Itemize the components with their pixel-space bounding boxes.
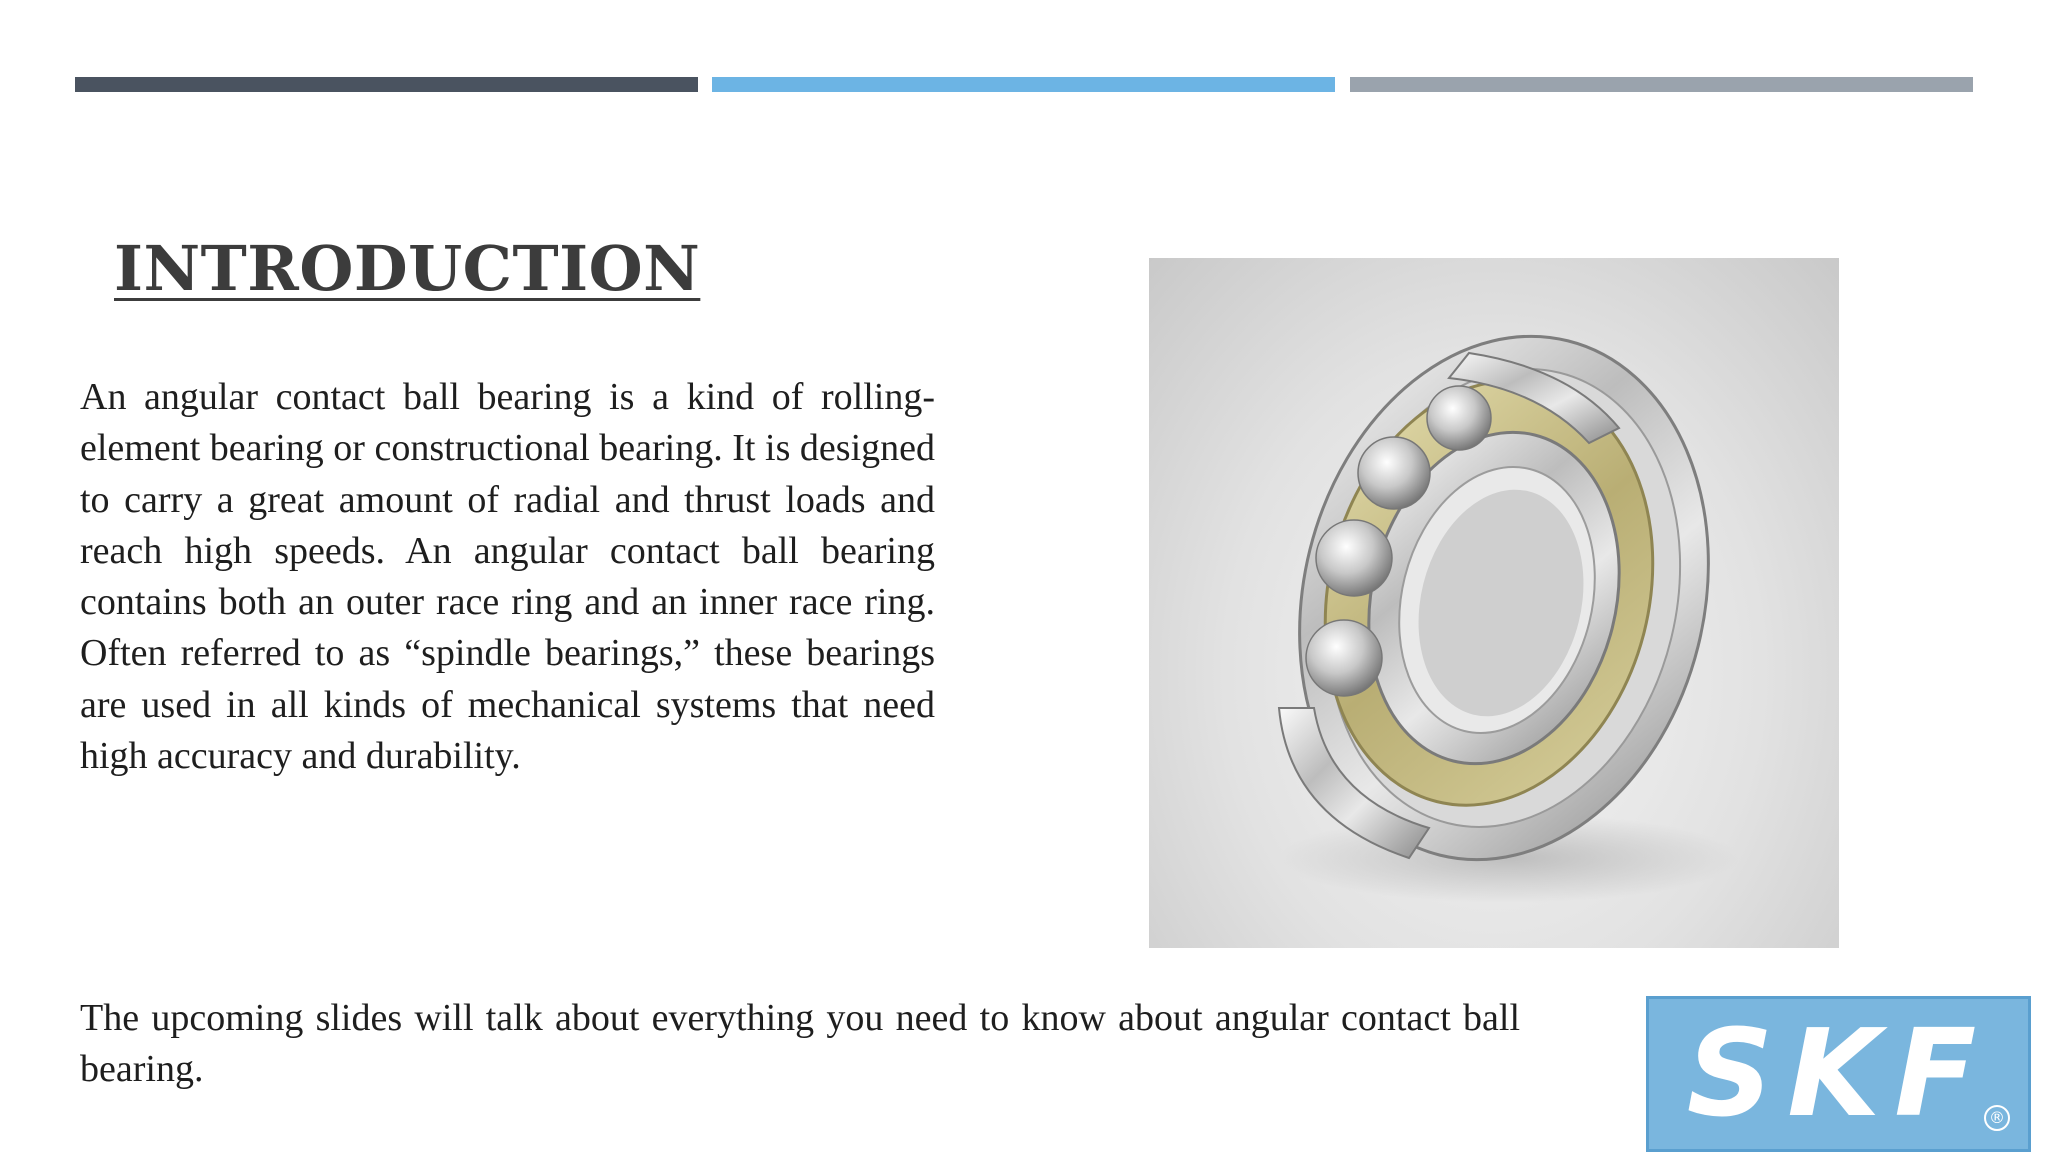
registered-mark: ® bbox=[1984, 1105, 2010, 1131]
slide-title: INTRODUCTION bbox=[114, 232, 701, 305]
skf-logo bbox=[1646, 996, 2031, 1152]
logo-text: SKF bbox=[1686, 1004, 1991, 1144]
header-bar-gray bbox=[1350, 77, 1973, 92]
ball-bearing-icon bbox=[1149, 258, 1839, 948]
header-bar-dark bbox=[75, 77, 698, 92]
bearing-image bbox=[1149, 258, 1839, 948]
footer-paragraph: The upcoming slides will talk about everything you need to know about angular contact ball bearing. bbox=[80, 997, 1520, 1090]
header-bar-blue bbox=[712, 77, 1335, 92]
intro-paragraph: An angular contact ball bearing is a kind of rolling-element bearing or constructional bearing. It is designed to carry a great amount of radial and thrust loads and reach high speeds. An angular contact ball bearing contains both an outer race ring and an inner race ring. Often referred to as “spindle bearings,” these bearings are used in all kinds of mechanical systems that need high accuracy and durability. bbox=[80, 376, 935, 778]
